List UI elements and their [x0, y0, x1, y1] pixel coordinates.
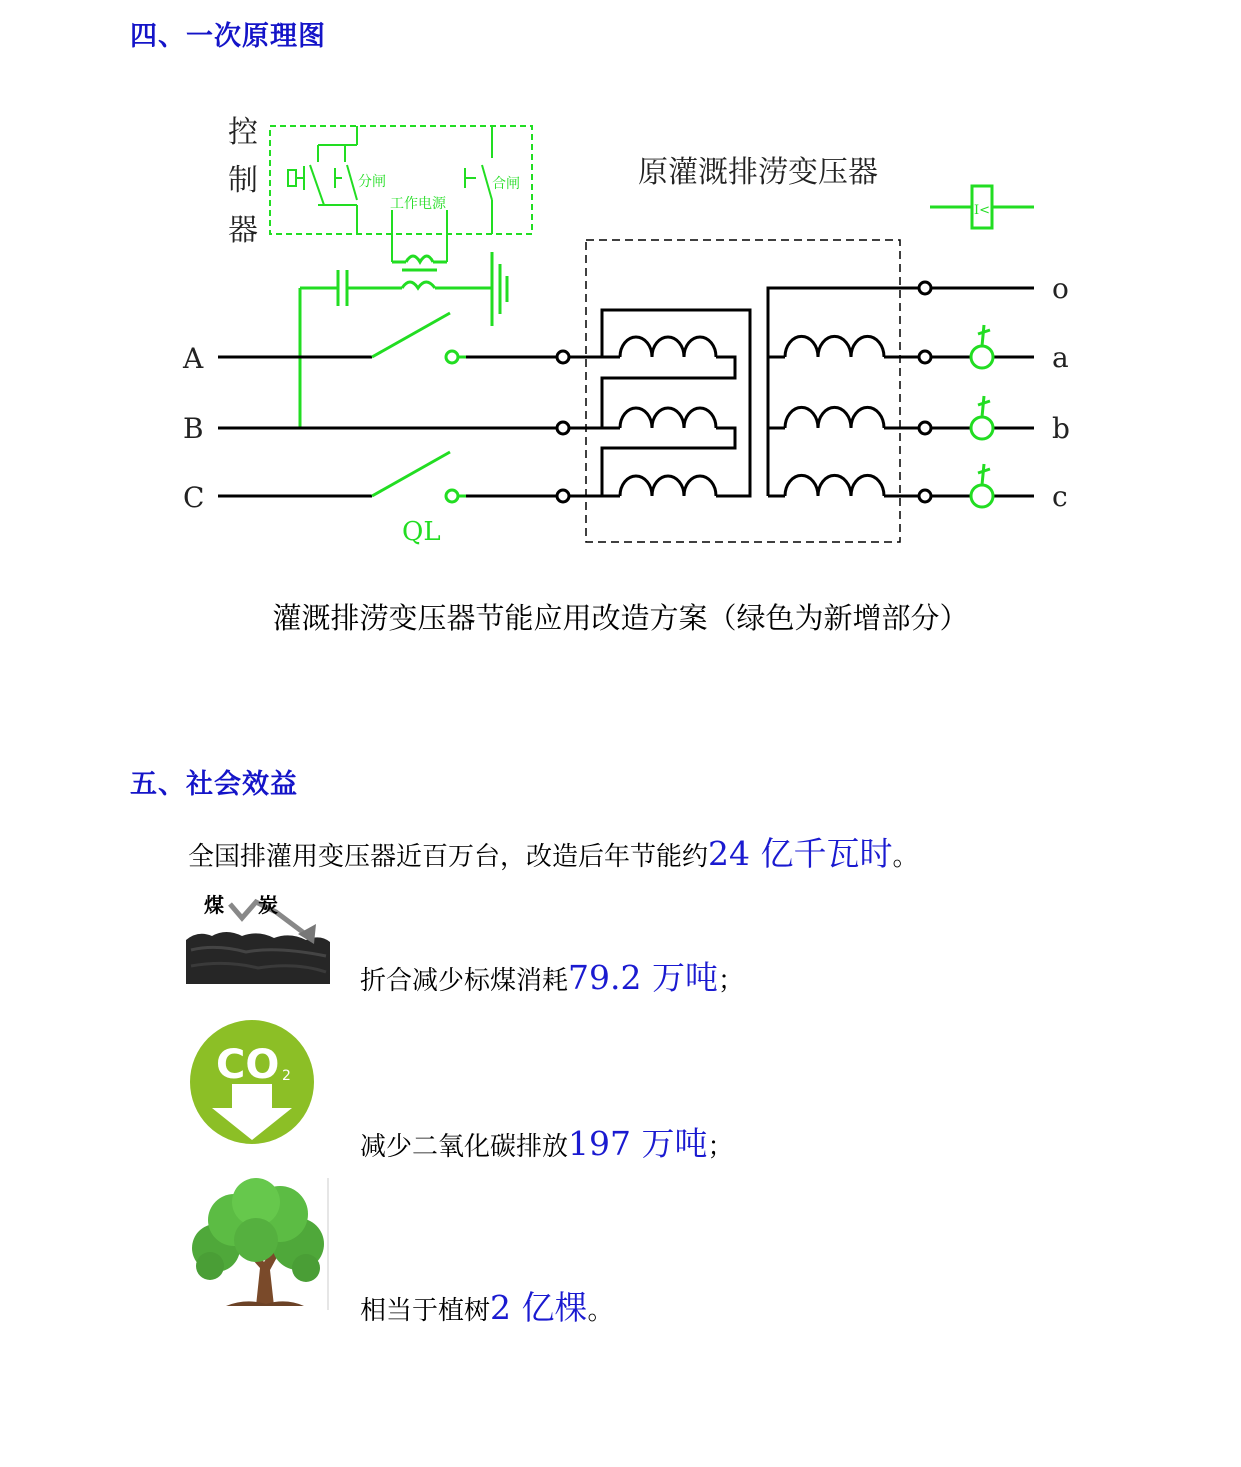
tree-equivalent-value: 2 亿棵 — [490, 1288, 588, 1327]
co2-icon-subscript: 2 — [282, 1068, 291, 1084]
phase-a-label: A — [183, 342, 204, 375]
co2-reduction-line — [360, 1118, 734, 1165]
co2-reduction-value: 197 万吨 — [568, 1124, 708, 1163]
diagram-caption: 灌溉排涝变压器节能应用改造方案（绿色为新增部分） — [272, 601, 969, 635]
phase-c-label: C — [183, 481, 205, 514]
transformer-windings — [557, 282, 1034, 502]
tree-icon — [186, 1178, 330, 1310]
primary-schematic-diagram — [0, 0, 1241, 580]
close-label: 合闸 — [492, 176, 520, 192]
controller-char-2: 制 — [228, 163, 258, 198]
power-label: 工作电源 — [390, 196, 446, 212]
output-o-label: o — [1052, 272, 1069, 305]
co2-reduction-end: ； — [707, 1132, 734, 1162]
energy-saving-line — [188, 828, 919, 875]
controller-label — [228, 115, 258, 248]
section-heading-benefits: 五、社会效益 — [130, 769, 298, 800]
coal-icon-char-2: 炭 — [258, 893, 278, 917]
tree-equivalent-text: 相当于植树 — [360, 1296, 491, 1326]
transformer-label: 原灌溉排涝变压器 — [638, 155, 878, 190]
coal-icon — [186, 890, 330, 984]
co2-reduction-text: 减少二氧化碳排放 — [360, 1132, 569, 1162]
current-transformers — [971, 325, 993, 507]
coal-icon-char-1: 煤 — [204, 893, 224, 917]
controller-box — [270, 126, 532, 262]
controller-char-3: 器 — [228, 213, 258, 248]
coal-saving-text: 折合减少标煤消耗 — [360, 966, 569, 996]
coal-saving-value: 79.2 万吨 — [568, 958, 718, 997]
controller-char-1: 控 — [228, 115, 258, 150]
input-phase-lines — [218, 357, 556, 496]
co2-reduction-icon — [188, 1018, 316, 1146]
output-c-label: c — [1052, 480, 1068, 513]
energy-saving-value: 24 亿千瓦时 — [708, 834, 893, 873]
co2-icon-text: CO — [216, 1042, 280, 1088]
open-label: 分闸 — [358, 174, 386, 190]
coal-saving-end: ； — [717, 966, 744, 996]
breaker-label: QL — [402, 517, 441, 547]
tree-equivalent-end: 。 — [587, 1296, 614, 1326]
output-b-label: b — [1052, 412, 1070, 445]
breaker-ql — [372, 313, 466, 502]
tree-equivalent-line — [360, 1282, 614, 1329]
coal-saving-line — [360, 952, 744, 999]
relay-label: I< — [974, 203, 991, 218]
phase-b-label: B — [183, 412, 204, 445]
energy-saving-text: 全国排灌用变压器近百万台，改造后年节能约 — [188, 842, 709, 872]
output-a-label: a — [1052, 341, 1069, 374]
section-heading-diagram: 四、一次原理图 — [130, 21, 326, 52]
energy-saving-end: 。 — [892, 842, 919, 872]
